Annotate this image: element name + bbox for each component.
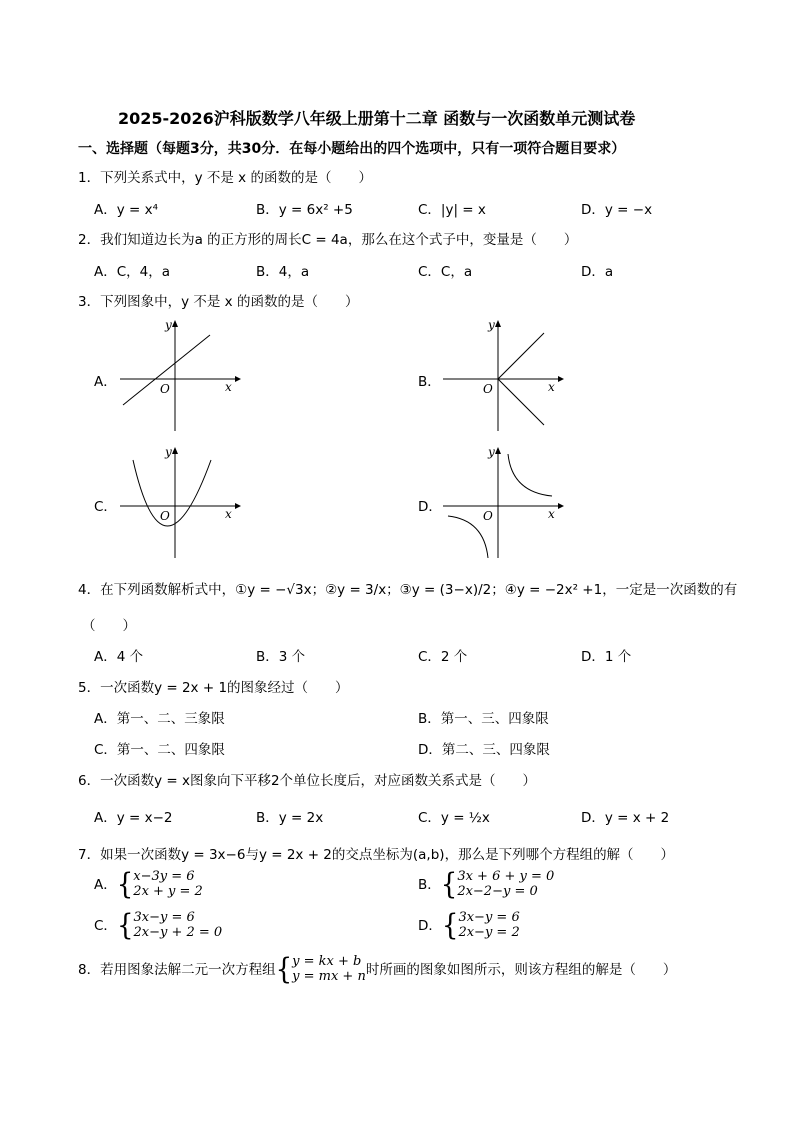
axis-x-label: x bbox=[225, 507, 232, 521]
question-2-stem: 2．我们知道边长为a 的正方形的周长C = 4a，那么在这个式子中，变量是（ ） bbox=[78, 232, 578, 248]
brace-icon: { bbox=[116, 868, 134, 902]
q3-option-d-label: D． bbox=[418, 499, 442, 515]
origin-label: O bbox=[483, 382, 493, 396]
q8-stem-post: 时所画的图象如图所示，则该方程组的解是（ ） bbox=[365, 961, 677, 978]
brace-icon: { bbox=[275, 953, 293, 987]
axis-y-label: y bbox=[165, 318, 172, 332]
question-1-stem: 1．下列关系式中，y 不是 x 的函数的是（ ） bbox=[78, 170, 372, 186]
q2-option-d: D．a bbox=[581, 264, 614, 280]
brace-icon: { bbox=[440, 868, 458, 902]
q3-option-c-label: C． bbox=[94, 499, 117, 515]
q6-option-d: D．y = x + 2 bbox=[581, 810, 670, 826]
axis-y-label: y bbox=[488, 445, 495, 459]
axis-x-label: x bbox=[548, 507, 555, 521]
question-3-stem: 3．下列图象中，y 不是 x 的函数的是（ ） bbox=[78, 294, 359, 310]
q7-option-a bbox=[94, 870, 203, 900]
q4-option-c: C．2 个 bbox=[418, 649, 468, 665]
origin-label: O bbox=[483, 509, 493, 523]
q7-option-b-system: 3x + 6 + y = 0 2x−2−y = 0 bbox=[457, 869, 555, 899]
q4-option-d: D．1 个 bbox=[581, 649, 632, 665]
axis-y-label: y bbox=[488, 318, 495, 332]
axis-y-label: y bbox=[165, 445, 172, 459]
q6-option-a: A．y = x−2 bbox=[94, 810, 173, 826]
q7-option-b bbox=[418, 870, 554, 900]
q6-option-c: C．y = ½x bbox=[418, 810, 490, 826]
q5-option-d: D．第二、三、四象限 bbox=[418, 742, 550, 758]
q4-option-a: A．4 个 bbox=[94, 649, 144, 665]
q7-option-d-system: 3x−y = 6 2x−y = 2 bbox=[458, 910, 520, 940]
page-title: 2025-2026沪科版数学八年级上册第十二章 函数与一次函数单元测试卷 bbox=[118, 109, 636, 128]
q7-option-c-system: 3x−y = 6 2x−y + 2 = 0 bbox=[133, 910, 223, 940]
q8-stem-pre: 8．若用图象法解二元一次方程组 bbox=[78, 961, 276, 978]
q6-option-b: B．y = 2x bbox=[256, 810, 324, 826]
q5-option-a: A．第一、二、三象限 bbox=[94, 711, 225, 727]
axis-x-label: x bbox=[225, 380, 232, 394]
q7-option-c-letter: C． bbox=[94, 917, 117, 934]
q7-option-a-letter: A． bbox=[94, 876, 117, 893]
q3-graph-a bbox=[115, 315, 245, 435]
question-4-answer-bracket: （ ） bbox=[82, 618, 136, 634]
q1-option-a: A．y = x⁴ bbox=[94, 202, 159, 218]
question-6-stem: 6．一次函数y = x图象向下平移2个单位长度后，对应函数关系式是（ ） bbox=[78, 773, 537, 789]
section-heading: 一、选择题（每题3分，共30分．在每小题给出的四个选项中，只有一项符合题目要求） bbox=[78, 141, 626, 157]
origin-label: O bbox=[160, 382, 170, 396]
q5-option-c: C．第一、二、四象限 bbox=[94, 742, 225, 758]
q3-graph-d bbox=[438, 442, 568, 562]
q3-graph-b bbox=[438, 315, 568, 435]
q1-option-d: D．y = −x bbox=[581, 202, 653, 218]
question-8-stem bbox=[78, 955, 676, 985]
q7-option-d bbox=[418, 911, 520, 941]
question-4-stem: 4．在下列函数解析式中，①y = −√3x；②y = 3/x；③y = (3−x)/2；④y = −2x² +1，一定是一次函数的有 bbox=[78, 582, 738, 598]
brace-icon: { bbox=[441, 909, 459, 943]
q7-option-d-letter: D． bbox=[418, 917, 442, 934]
q2-option-b: B．4，a bbox=[256, 264, 310, 280]
brace-icon: { bbox=[116, 909, 134, 943]
q2-option-a: A．C，4，a bbox=[94, 264, 171, 280]
q4-option-b: B．3 个 bbox=[256, 649, 306, 665]
q2-option-c: C．C，a bbox=[418, 264, 473, 280]
q3-option-b-label: B． bbox=[418, 374, 441, 390]
q3-graph-c bbox=[115, 442, 245, 562]
q1-option-c: C．|y| = x bbox=[418, 202, 486, 218]
q3-option-a-label: A． bbox=[94, 374, 117, 390]
q1-option-b: B．y = 6x² +5 bbox=[256, 202, 353, 218]
origin-label: O bbox=[160, 509, 170, 523]
q7-option-c bbox=[94, 911, 222, 941]
axis-x-label: x bbox=[548, 380, 555, 394]
q7-option-b-letter: B． bbox=[418, 876, 441, 893]
q5-option-b: B．第一、三、四象限 bbox=[418, 711, 549, 727]
q8-system: y = kx + b y = mx + n bbox=[292, 954, 366, 984]
q7-option-a-system: x−3y = 6 2x + y = 2 bbox=[133, 869, 203, 899]
question-5-stem: 5．一次函数y = 2x + 1的图象经过（ ） bbox=[78, 680, 349, 696]
question-7-stem: 7．如果一次函数y = 3x−6与y = 2x + 2的交点坐标为(a,b)，那么是下列哪个方程组的解（ ） bbox=[78, 847, 675, 863]
